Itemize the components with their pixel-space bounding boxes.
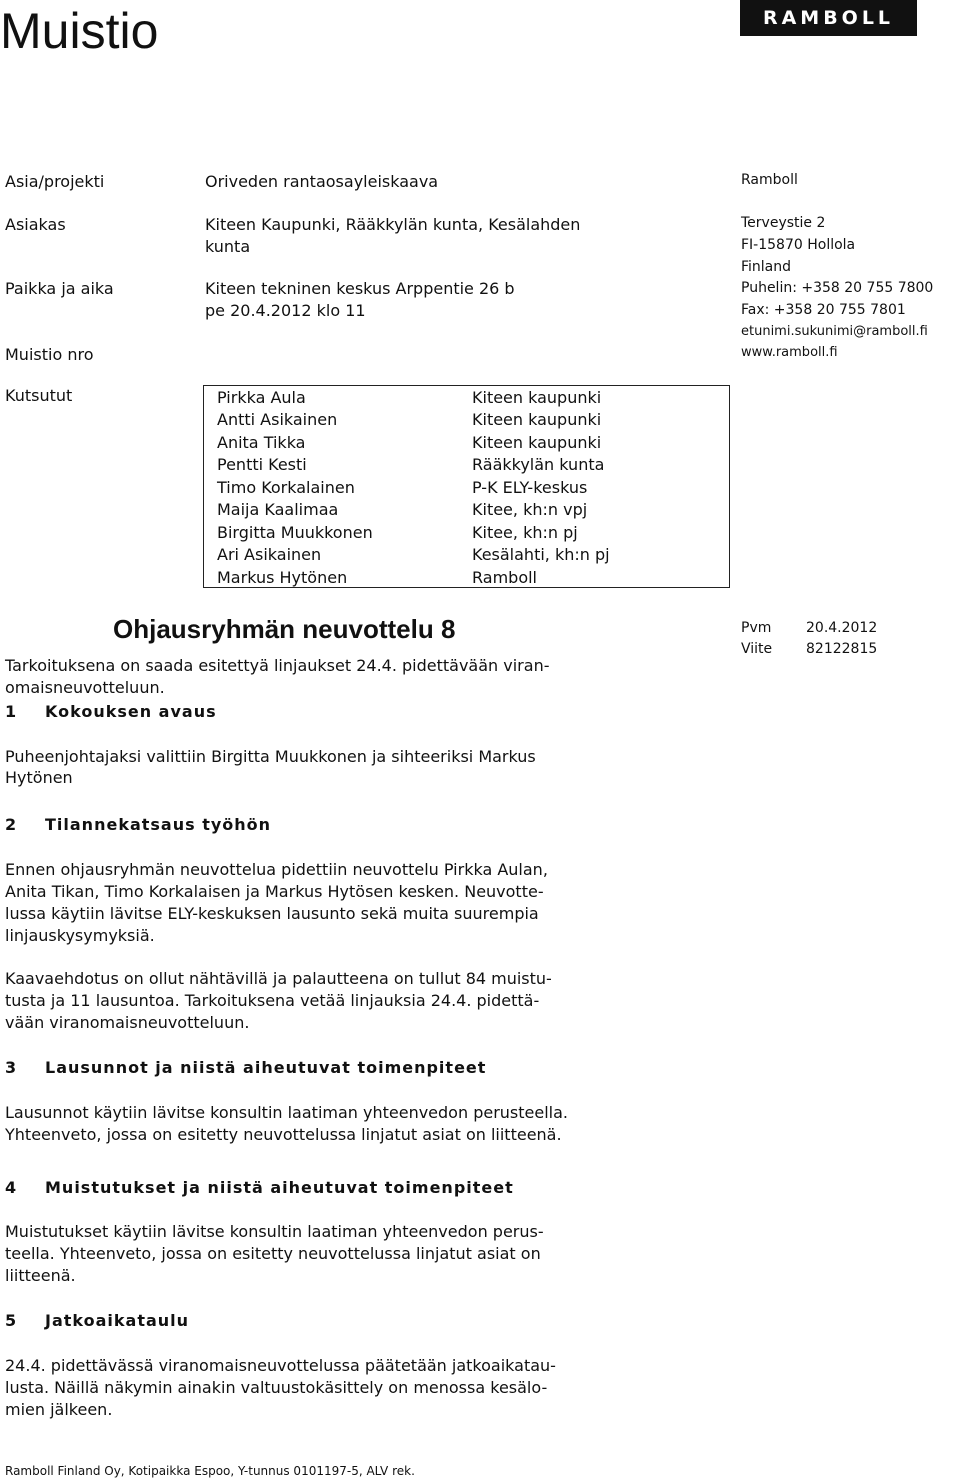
section-number: 5 [5,1311,18,1330]
company-name: Ramboll [741,172,798,188]
paragraph-line: Kaavaehdotus on ollut nähtävillä ja palautteena on tullut 84 muistu- [5,969,552,988]
company-website[interactable]: www.ramboll.fi [741,345,838,360]
intro-line: Tarkoituksena on saada esitettyä linjaukset 24.4. pidettävään viran- [5,656,550,675]
section-heading-3 [5,1058,486,1077]
page-footer: Ramboll Finland Oy, Kotipaikka Espoo, Y-tunnus 0101197-5, ALV rek. [5,1464,415,1478]
paragraph-line: Lausunnot käytiin lävitse konsultin laatiman yhteenvedon perusteella. [5,1103,568,1122]
attendee-org: Ramboll [472,568,537,587]
client-value-line1: Kiteen Kaupunki, Rääkkylän kunta, Kesälahden [205,215,581,234]
attendee-name: Pentti Kesti [217,455,307,474]
attendee-org: Kiteen kaupunki [472,433,602,452]
paragraph-line: Ennen ohjausryhmän neuvottelua pidettiin neuvottelu Pirkka Aulan, [5,860,548,879]
company-phone: Puhelin: +358 20 755 7800 [741,280,934,296]
attendee-org: Rääkkylän kunta [472,455,605,474]
attendee-name: Antti Asikainen [217,410,338,429]
company-street: Terveystie 2 [741,215,826,231]
paragraph-line: Puheenjohtajaksi valittiin Birgitta Muukkonen ja sihteeriksi Markus [5,747,536,766]
section-heading-2 [5,815,271,834]
section-heading-4 [5,1178,514,1197]
logo-text: RAMBOLL [762,7,895,29]
section-heading-5 [5,1311,189,1330]
paragraph-line: Hytönen [5,768,73,787]
company-email[interactable]: etunimi.sukunimi@ramboll.fi [741,324,928,339]
section-title: Muistutukset ja niistä aiheutuvat toimenpiteet [45,1178,514,1197]
attendee-name: Timo Korkalainen [217,478,355,497]
section-number: 4 [5,1178,18,1197]
meeting-heading: Ohjausryhmän neuvottelu 8 [113,614,456,644]
project-label: Asia/projekti [5,172,105,191]
company-country: Finland [741,259,792,275]
attendee-name: Maija Kaalimaa [217,500,339,519]
paragraph-line: mien jälkeen. [5,1400,113,1419]
reference-label: Viite [741,641,773,657]
client-label: Asiakas [5,215,66,234]
reference-value: 82122815 [806,641,878,657]
attendee-name: Anita Tikka [217,433,306,452]
page-title: Muistio [0,3,159,59]
memo-number-label: Muistio nro [5,345,94,364]
invited-label: Kutsutut [5,386,73,405]
section-title: Jatkoaikataulu [45,1311,190,1330]
paragraph-line: 24.4. pidettävässä viranomaisneuvottelussa päätetään jatkoaikatau- [5,1356,556,1375]
section-title: Tilannekatsaus työhön [45,815,272,834]
attendee-name: Pirkka Aula [217,388,306,407]
attendee-org: Kiteen kaupunki [472,410,602,429]
paragraph-line: Anita Tikan, Timo Korkalaisen ja Markus Hytösen kesken. Neuvotte- [5,882,544,901]
attendee-org: P-K ELY-keskus [472,478,588,497]
paragraph-line: liitteenä. [5,1266,76,1285]
section-number: 2 [5,815,18,834]
paragraph-line: Yhteenveto, jossa on esitetty neuvottelussa linjatut asiat on liitteenä. [5,1125,562,1144]
attendee-name: Markus Hytönen [217,568,348,587]
date-value: 20.4.2012 [806,620,878,636]
intro-line: omaisneuvotteluun. [5,678,165,697]
attendee-org: Kesälahti, kh:n pj [472,545,610,564]
section-heading-1 [5,702,217,721]
client-value-line2: kunta [205,237,251,256]
project-value: Oriveden rantaosayleiskaava [205,172,439,191]
paragraph-line: lusta. Näillä näkymin ainakin valtuustokäsittely on menossa kesälo- [5,1378,548,1397]
paragraph-line: lussa käytiin lävitse ELY-keskuksen lausunto sekä muita suurempia [5,904,539,923]
paragraph-line: Muistutukset käytiin lävitse konsultin laatiman yhteenvedon perus- [5,1222,544,1241]
section-title: Kokouksen avaus [45,702,217,721]
section-number: 3 [5,1058,18,1077]
company-fax: Fax: +358 20 755 7801 [741,302,906,318]
paragraph-line: tusta ja 11 lausuntoa. Tarkoituksena vetää linjauksia 24.4. pidettä- [5,991,540,1010]
paragraph-line: linjauskysymyksiä. [5,926,155,945]
place-value-line1: Kiteen tekninen keskus Arppentie 26 b [205,279,515,298]
ramboll-logo [740,0,917,36]
attendee-org: Kitee, kh:n pj [472,523,578,542]
attendee-org: Kitee, kh:n vpj [472,500,588,519]
date-label: Pvm [741,620,772,636]
attendee-org: Kiteen kaupunki [472,388,602,407]
section-title: Lausunnot ja niistä aiheutuvat toimenpiteet [45,1058,487,1077]
attendee-name: Birgitta Muukkonen [217,523,373,542]
attendee-name: Ari Asikainen [217,545,322,564]
paragraph-line: teella. Yhteenveto, jossa on esitetty neuvottelussa linjatut asiat on [5,1244,541,1263]
section-number: 1 [5,702,18,721]
company-postal: FI-15870 Hollola [741,237,856,253]
place-label: Paikka ja aika [5,279,114,298]
paragraph-line: vään viranomaisneuvotteluun. [5,1013,250,1032]
place-value-line2: pe 20.4.2012 klo 11 [205,301,366,320]
